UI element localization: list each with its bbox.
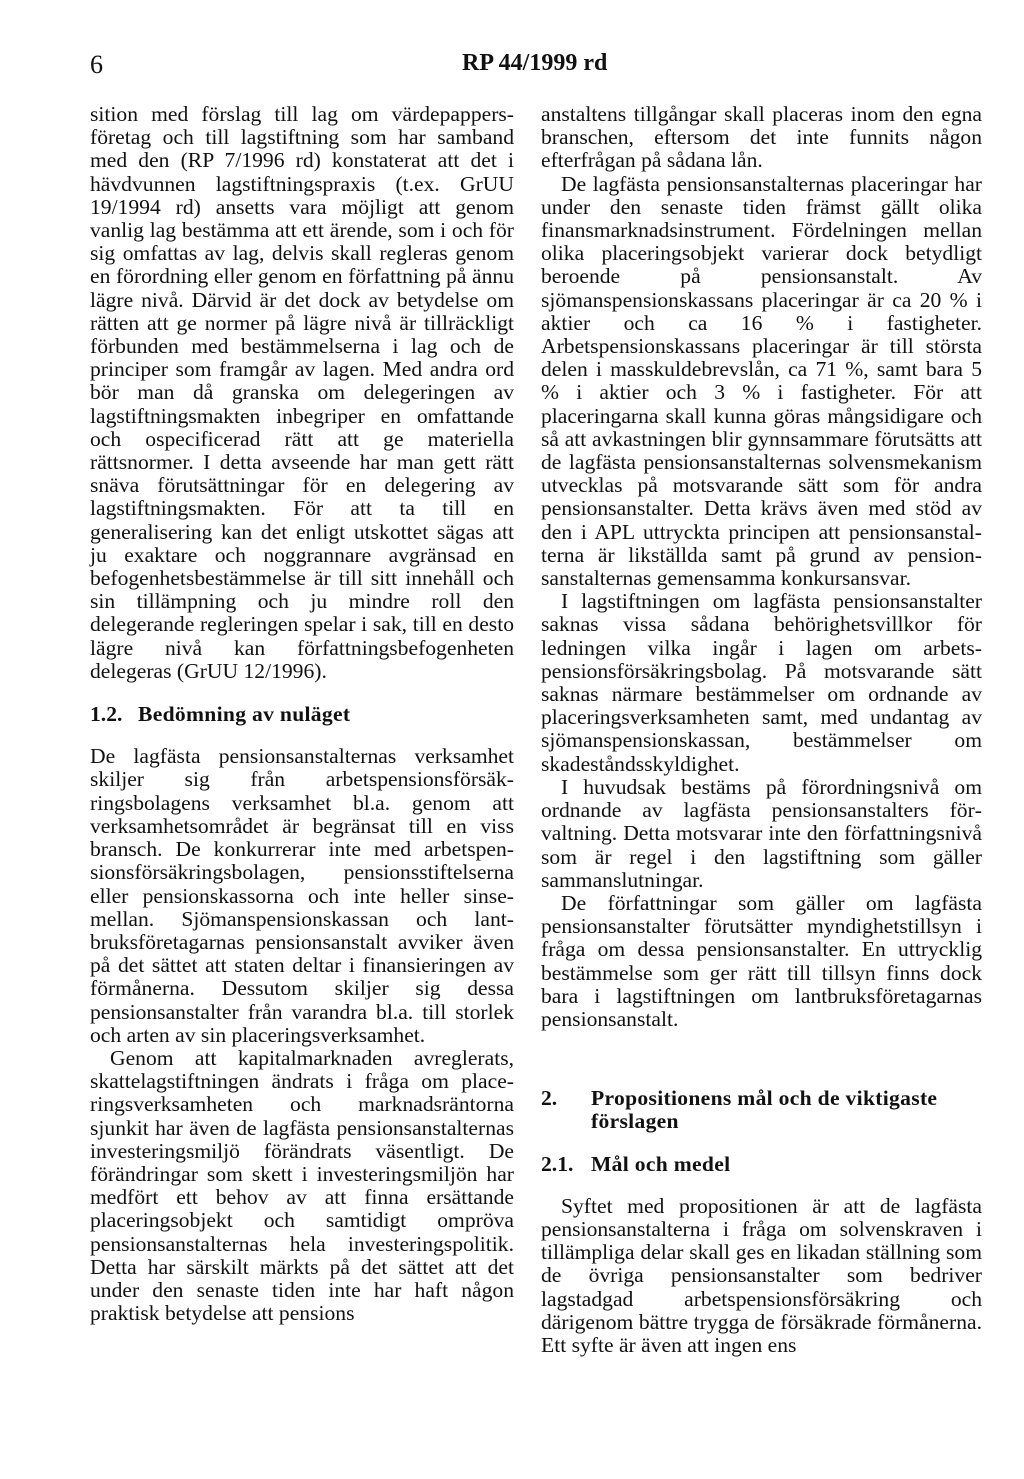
right-column xyxy=(541,103,982,1357)
section-number: 2. xyxy=(541,1086,558,1111)
left-paragraph-3: Genom att kapitalmarknaden avreglerats, skattelagstiftningen ändrats i fråga om placeringsverksamheten och marknadsräntorna sjunkit har även de lagfästa pensionsanstalternas investeringsmiljö förändrats väsentligt. De förändringar som skett i investeringsmiljön har medfört ett behov av att finna ersättande placeringsobjekt och samtidigt ompröva pensionsanstalternas hela investeringspolitik. Detta har särskilt märkts på det sättet att det under den senaste tiden inte har haft någon praktisk betydelse att pensions xyxy=(90,1045,514,1326)
right-paragraph-2: De lagfästa pensionsanstalternas placeringar har under den senaste tiden främst gällt olika finansmarknadsinstrument. Fördelningen mellan olika placeringsobjekt varierar dock betydligt beroende på pensionsanstalt. Av sjömanspensionskassans placeringar är ca 20 % i aktier och ca 16 % i fastigheter. Arbetspensionskassans placeringar är till största delen i masskuldebrevslån, ca 71 %, samt bara 5 % i aktier och 3 % i fastigheter. För att placeringarna skall kunna göras mångsidigare och så att avkastningen blir gynnsammare förutsätts att de lagfästa pensionsanstalternas solvensmekanism utvecklas på motsvarande sätt som för andra pensionsanstalter. Detta krävs även med stöd av den i APL uttryckta principen att pensionsanstalterna är likställda samt på grund av pensionsanstalternas gemensamma konkursansvar. xyxy=(541,171,982,591)
section-heading-2 xyxy=(541,1087,982,1133)
right-paragraph-6: Syftet med propositionen är att de lagfästa pensionsanstalterna i fråga om solvenskraven i tillämpliga delar skall ges en likadan ställning som de övriga pensionsanstalter som bedriver lagstadgad arbetspensionsförsäkring och därigenom bättre trygga de försäkrade förmånerna. Ett syfte är även att ingen ens xyxy=(541,1193,982,1357)
section-heading-1-2 xyxy=(90,703,514,726)
section-title: Bedömning av nuläget xyxy=(138,702,351,727)
right-paragraph-3: I lagstiftningen om lagfästa pensionsanstalter saknas vissa sådana behörighetsvillkor för ledningen vilka ingår i lagen om arbetspensionsförsäkringsbolag. På motsvarande sätt saknas närmare bestämmelser om ordnande av placeringsverksamheten samt, med undantag av sjömanspensionskassan, bestämmelser om skadeståndsskyldighet. xyxy=(541,589,982,776)
page-number: 6 xyxy=(90,50,103,79)
right-paragraph-5: De författningar som gäller om lagfästa pensionsanstalter förutsätter myndighetstillsyn i fråga om dessa pensionsanstalter. En uttrycklig bestämmelse som ger rätt till tillsyn finns dock bara i lagstiftningen om lantbruksföretagarnas pensionsanstalt. xyxy=(541,890,982,1031)
section-title: Propositionens mål och de viktigaste förslagen xyxy=(591,1086,938,1134)
section-number: 1.2. xyxy=(90,702,123,727)
section-heading-2-1 xyxy=(541,1153,982,1176)
section-title: Mål och medel xyxy=(591,1151,731,1176)
section-number: 2.1. xyxy=(541,1151,574,1176)
right-paragraph-1: anstaltens tillgångar skall placeras inom den egna branschen, eftersom det inte funnits någon efterfrågan på sådana lån. xyxy=(541,102,982,173)
document-id: RP 44/1999 rd xyxy=(462,50,608,76)
left-paragraph-1: sition med förslag till lag om värdepappersföretag och till lagstiftning som har samband med den (RP 7/1996 rd) konstaterat att det i hävdvunnen lagstiftningspraxis (t.ex. GrUU 19/1994 rd) ansetts vara möjligt att genom vanlig lag bestämma att ett ärende, som i och för sig omfattas av lag, delvis skall regleras genom en förordning eller genom en författning på ännu lägre nivå. Därvid är det dock av betydelse om rätten att ge normer på lägre nivå är tillräckligt förbunden med bestämmelserna i lag och de principer som framgår av lagen. Med andra ord bör man då granska om delegeringen av lagstiftningsmakten inbegriper en omfattande och ospecificerad rätt att ge materiella rättsnormer. I detta avseende har man gett rätt snäva förutsättningar för en delegering av lagstiftningsmakten. För att ta till en generalisering kan det enligt utskottet sägas att ju exaktare och noggrannare avgränsad en befogenhetsbestämmelse är till sitt innehåll och sin tillämpning och ju mindre roll den delegerande regleringen spelar i sak, till en desto lägre nivå kan författningsbefogenheten delegeras (GrUU 12/1996). xyxy=(90,102,514,683)
left-column xyxy=(90,103,514,1325)
right-paragraph-4: I huvudsak bestäms på förordningsnivå om ordnande av lagfästa pensionsanstalters förvaltning. Detta motsvarar inte den författningsnivå som är regel i den lagstiftning som gäller sammanslutningar. xyxy=(541,774,982,892)
page-header xyxy=(0,50,1024,90)
left-paragraph-2: De lagfästa pensionsanstalternas verksamhet skiljer sig från arbetspensionsförsäkringsbolagens verksamhet bl.a. genom att verksamhetsområdet är begränsat till en viss bransch. De konkurrerar inte med arbetspensionsförsäkringsbolagen, pensionsstiftelserna eller pensionskassorna och inte heller sinsemellan. Sjömanspensionskassan och lantbruksföretagarnas pensionsanstalt avviker även på det sättet att staten deltar i finansieringen av förmånerna. Dessutom skiljer sig dessa pensionsanstalter från varandra bl.a. till storlek och arten av sin placeringsverksamhet. xyxy=(90,744,514,1047)
